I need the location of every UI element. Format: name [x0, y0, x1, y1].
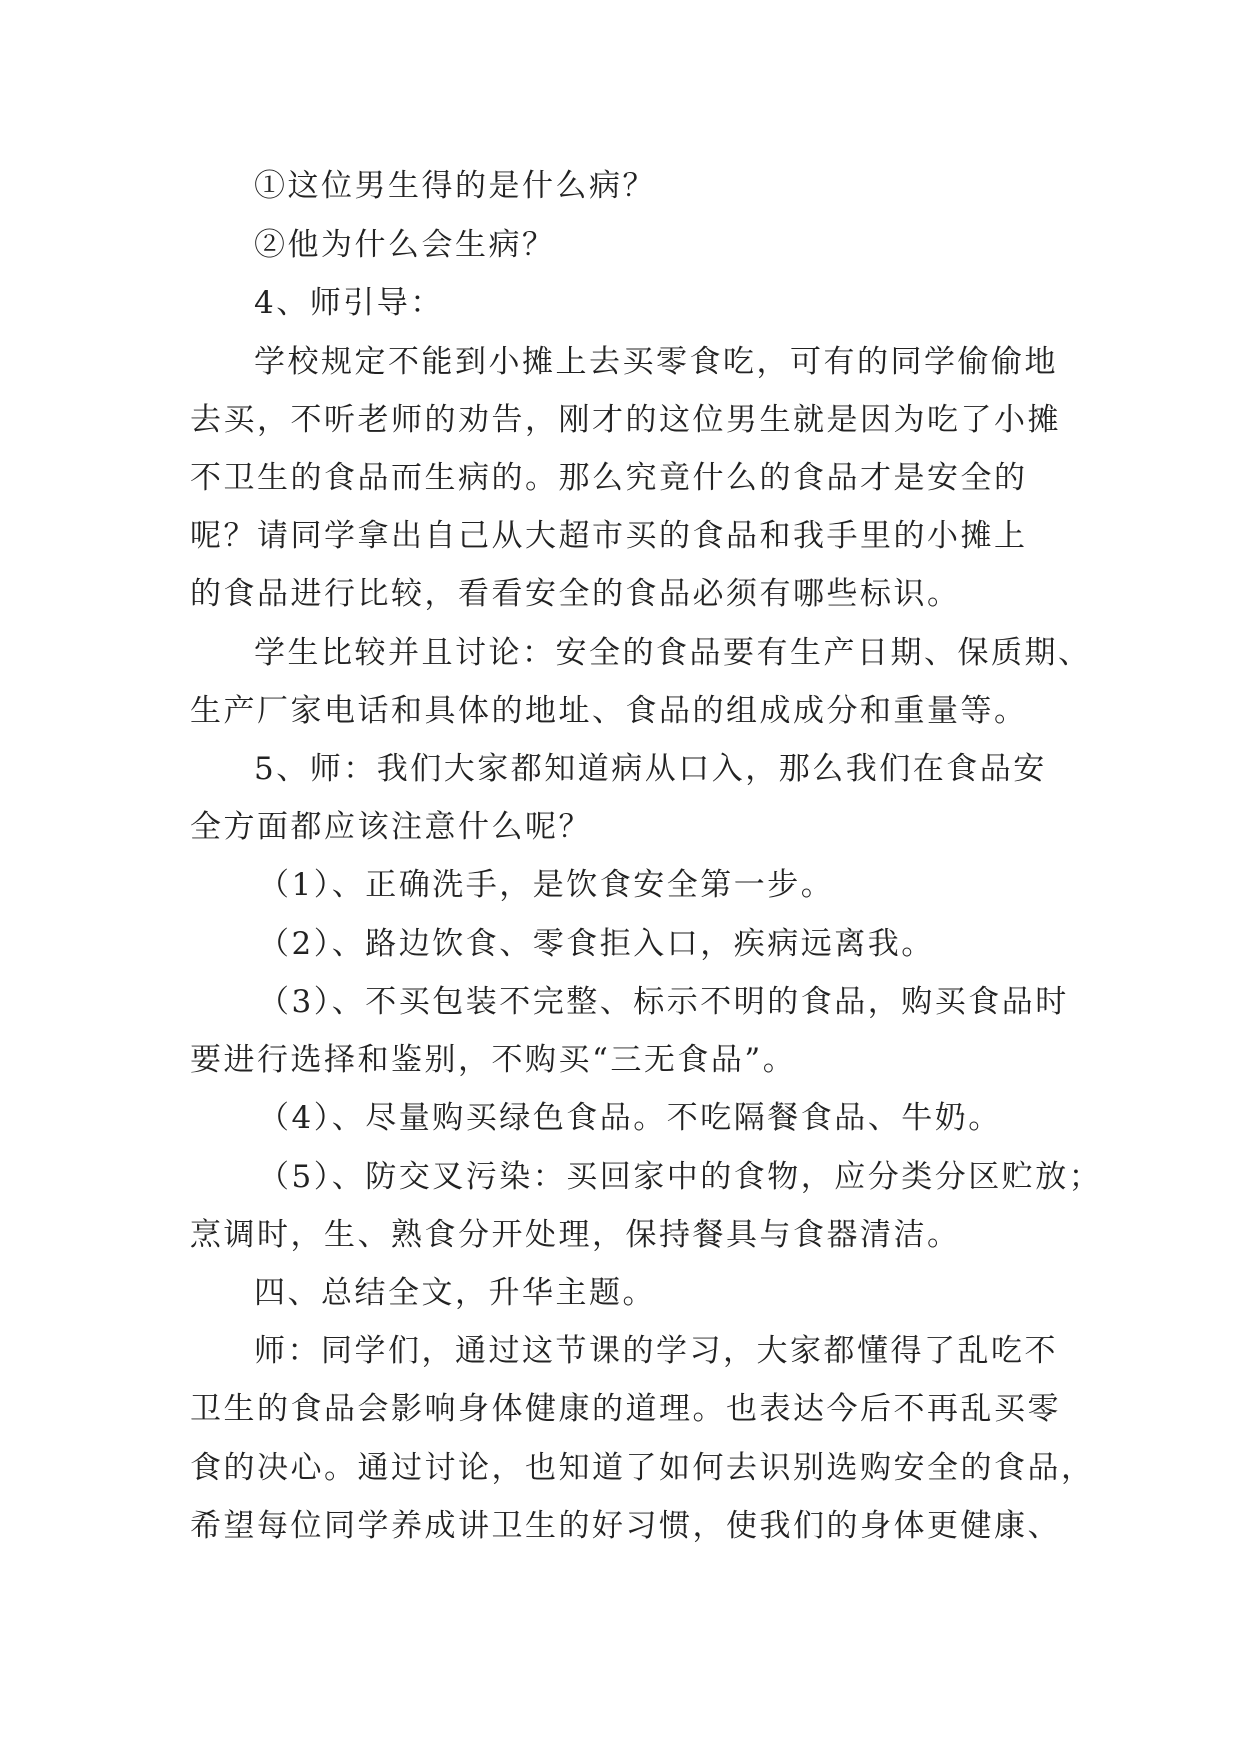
text-line-5: 去买，不听老师的劝告，刚才的这位男生就是因为吃了小摊	[190, 402, 1061, 438]
text-line-18: （5）、防交叉污染：买回家中的食物，应分类分区贮放；	[258, 1159, 1103, 1195]
text-line-7: 呢？请同学拿出自己从大超市买的食品和我手里的小摊上	[190, 518, 1028, 554]
text-line-4: 学校规定不能到小摊上去买零食吃，可有的同学偷偷地	[254, 344, 1058, 380]
text-line-3: 4、师引导：	[254, 285, 444, 321]
text-line-21: 师：同学们，通过这节课的学习，大家都懂得了乱吃不	[254, 1333, 1058, 1369]
text-line-11: 5、师：我们大家都知道病从口入，那么我们在食品安	[254, 751, 1047, 787]
text-line-8: 的食品进行比较，看看安全的食品必须有哪些标识。	[190, 576, 961, 612]
text-line-15: （3）、不买包装不完整、标示不明的食品，购买食品时	[258, 984, 1069, 1020]
text-line-6: 不卫生的食品而生病的。那么究竟什么的食品才是安全的	[190, 460, 1028, 496]
text-line-1: ①这位男生得的是什么病？	[254, 168, 656, 204]
text-line-10: 生产厂家电话和具体的地址、食品的组成成分和重量等。	[190, 693, 1028, 729]
text-line-12: 全方面都应该注意什么呢？	[190, 809, 592, 845]
text-line-2: ②他为什么会生病？	[254, 227, 556, 263]
text-line-17: （4）、尽量购买绿色食品。不吃隔餐食品、牛奶。	[258, 1100, 1002, 1136]
text-line-16: 要进行选择和鉴别，不购买“三无食品”。	[190, 1042, 797, 1078]
text-line-14: （2）、路边饮食、零食拒入口，疾病远离我。	[258, 926, 935, 962]
text-line-24: 希望每位同学养成讲卫生的好习惯，使我们的身体更健康、	[190, 1508, 1061, 1544]
text-line-23: 食的决心。通过讨论，也知道了如何去识别选购安全的食品，	[190, 1450, 1095, 1486]
text-line-13: （1）、正确洗手，是饮食安全第一步。	[258, 867, 835, 903]
text-line-22: 卫生的食品会影响身体健康的道理。也表达今后不再乱买零	[190, 1391, 1061, 1427]
text-line-19: 烹调时，生、熟食分开处理，保持餐具与食器清洁。	[190, 1217, 961, 1253]
text-line-20: 四、总结全文，升华主题。	[254, 1275, 656, 1311]
text-line-9: 学生比较并且讨论：安全的食品要有生产日期、保质期、	[254, 635, 1092, 671]
